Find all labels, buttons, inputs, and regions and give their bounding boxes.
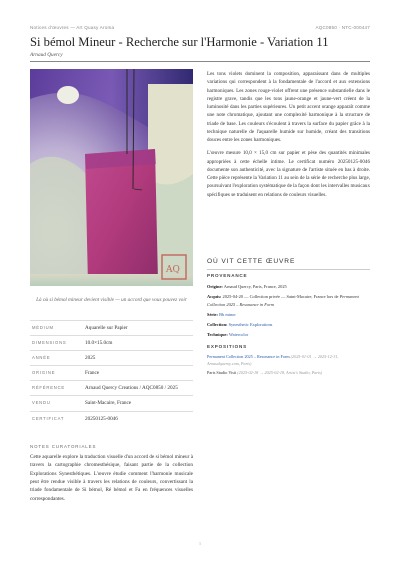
exhibition-link[interactable]: Permanent Collection 2025 – Resonance in Form <box>207 354 290 359</box>
metadata-row-certificate <box>30 411 193 426</box>
metadata-table <box>30 320 193 426</box>
metadata-value: Saint-Macaire, France <box>85 400 132 407</box>
artwork-image <box>30 69 193 286</box>
description <box>207 70 370 204</box>
breadcrumb: Notices d'œuvres — Art Quasy Aroma <box>30 25 115 30</box>
where-divider <box>207 269 370 270</box>
artwork-caption: Là où si bémol mineur devient visible — un accord que vous pouvez voir <box>36 297 187 303</box>
metadata-value: France <box>85 370 100 377</box>
curatorial-notes-text: Cette aquarelle explore la traduction visuelle d'un accord de si bémol mineur à travers la cartographie chromesthésique, faisant partie de la collection Explorations Synesthétiques. L'œuvre étudie comment l'harmonie musicale peut être rendue visible à travers les relations de couleurs, convertissant la triade fondamentale de Si bémol, Ré bémol et Fa en fréquences visuelles correspondantes. <box>30 454 193 502</box>
description-paragraph: Les tons violets dominent la composition, apparaissant dans de multiples variations qui correspondent à la fondamentale de l'accord et aux extensions harmoniques. Les zones rouge-violet offrent une présence substantielle dans le registre grave, tandis que les tons jaune-orange et jaune-vert créent de la luminosité dans les parties supérieures. Un petit accent orange apparaît comme une note chromatique, ajoutant une complexité harmonique à la structure de triade de base. Les couleurs s'écoulent à travers la surface du papier grâce à la technique naturelle de l'aquarelle humide sur humide, créant des transitions douces entre les zones harmoniques. <box>207 71 370 143</box>
exhibition-name: Paris Studio Visit <box>207 370 237 376</box>
metadata-value: 20250125-0046 <box>85 415 118 422</box>
collection-link[interactable]: Synesthetic Explorations <box>228 322 273 328</box>
exhibition-item <box>207 370 370 377</box>
metadata-label: MÉDIUM <box>32 325 54 330</box>
metadata-value: 10.0×15.0cm <box>85 340 113 347</box>
metadata-value: Arnaud Quercy Creations / AQC0850 / 2025 <box>85 385 178 392</box>
metadata-value: 2025 <box>85 355 96 362</box>
provenance-origin <box>207 283 370 290</box>
acquired-label: Acquis: <box>207 294 222 300</box>
technique-link[interactable]: Watercolor <box>228 332 249 338</box>
exhibitions-heading: EXPOSITIONS <box>207 344 247 349</box>
metadata-label: ORIGINE <box>32 370 56 376</box>
provenance-collection <box>207 321 370 328</box>
series-label: Série: <box>207 311 218 317</box>
metadata-label: RÉFÉRENCE <box>32 385 66 391</box>
provenance-technique <box>207 331 370 338</box>
metadata-label: DIMENSIONS <box>32 340 67 346</box>
page-title: Si bémol Mineur - Recherche sur l'Harmonie - Variation 11 <box>30 35 329 49</box>
metadata-row-dimensions <box>30 335 193 350</box>
metadata-row-year <box>30 350 193 365</box>
reference-code: AQC0850 · NTC-000447 <box>315 25 370 30</box>
metadata-label: VENDU <box>32 400 51 406</box>
acquired-event: Permanent Collection 2025 – Resonance in Form <box>207 294 359 307</box>
svg-text:AQ: AQ <box>166 265 180 275</box>
metadata-row-sold <box>30 395 193 410</box>
metadata-row-origin <box>30 365 193 380</box>
where-heading: OÙ VIT CETTE ŒUVRE <box>207 258 296 265</box>
metadata-label: CERTIFICAT <box>32 415 65 421</box>
collection-label: Collection: <box>207 322 228 328</box>
artist-name: Arnaud Quercy <box>30 52 63 58</box>
technique-label: Technique: <box>207 332 228 338</box>
metadata-label: ANNÉE <box>32 355 51 361</box>
title-divider <box>30 61 370 62</box>
exhibition-detail: (2025-01-01 → 2025-12-31, Arnaudqueroy.com, Paris) <box>207 354 339 366</box>
page-number: 1 <box>198 541 202 546</box>
exhibitions-list <box>207 354 370 380</box>
metadata-row-reference <box>30 380 193 395</box>
origin-label: Origine: <box>207 284 223 289</box>
top-bar <box>30 25 370 33</box>
metadata-value: Aquarelle sur Papier <box>85 325 128 331</box>
provenance-list <box>207 283 370 342</box>
provenance-acquired <box>207 293 370 308</box>
acquired-value: 2025-04-20 — Collection privée — Saint-Macaire, France lors de <box>222 294 339 300</box>
metadata-row-medium <box>30 320 193 335</box>
origin-value: Arnaud Quercy, Paris, France, 2025 <box>223 284 287 289</box>
description-paragraph: L'œuvre mesure 10,0 × 15,0 cm sur papier et pèse des quantités minimales appropriées à cette échelle intime. Le certificat numéro 20250125-0046 documente son authenticité, avec la signature de l'artiste située en bas à droite. Cette pièce représente la Variation 11 au sein de la série de recherche plus large, poursuivant l'exploration systématique de la façon dont les intervalles musicaux spécifiques se traduisent en relations de couleurs visuelles. <box>207 150 370 198</box>
curatorial-notes-heading: NOTES CURATORIALES <box>30 444 97 449</box>
provenance-series <box>207 311 370 318</box>
provenance-heading: PROVENANCE <box>207 273 248 278</box>
exhibition-item <box>207 354 370 367</box>
series-link[interactable]: Bb minor <box>219 311 236 317</box>
exhibition-detail: (2025-02-18 → 2025-02-18, Artist's Studio, Paris) <box>237 370 323 376</box>
